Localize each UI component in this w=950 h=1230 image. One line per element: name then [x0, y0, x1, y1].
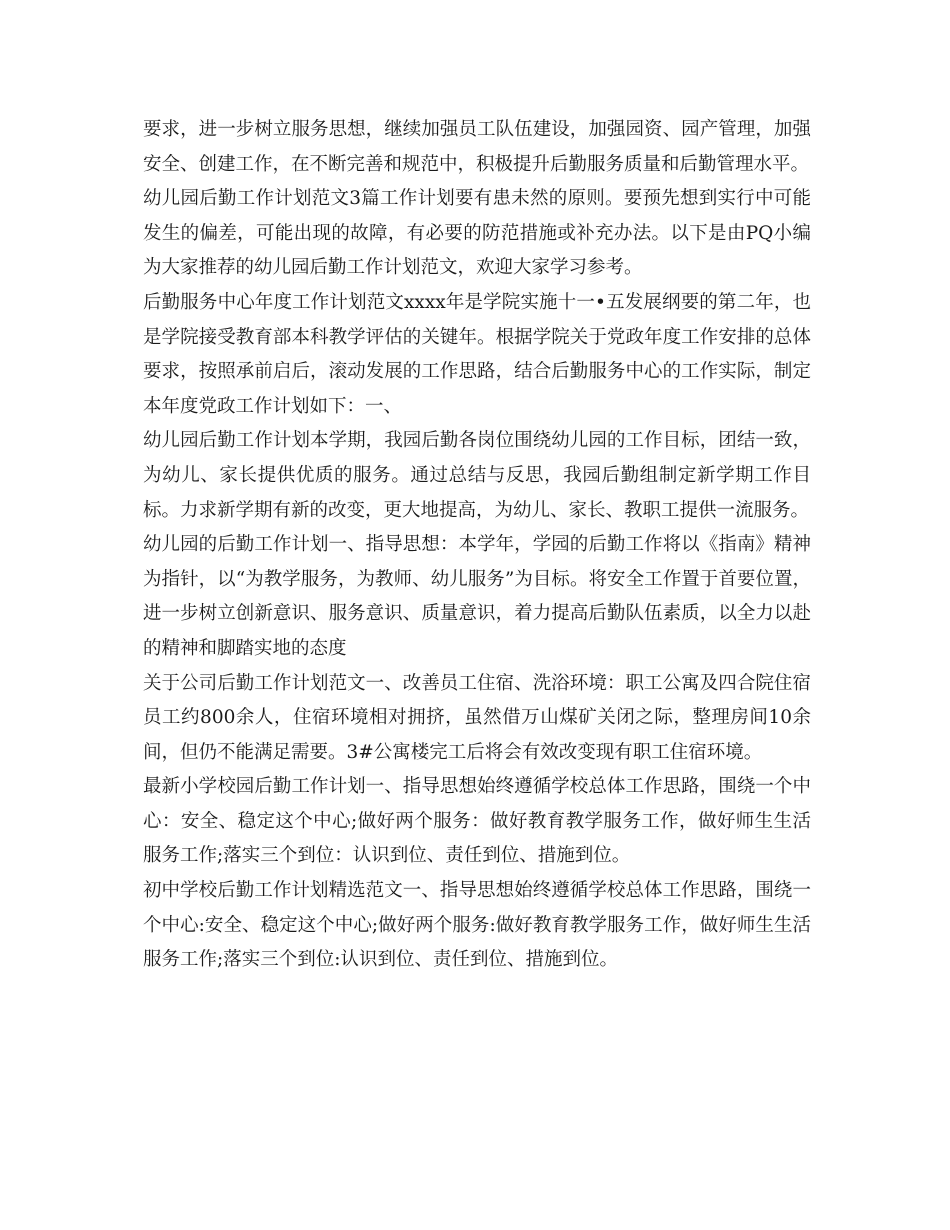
document-body [143, 113, 811, 978]
paragraph-1: 要求，进一步树立服务思想，继续加强员工队伍建设，加强园资、园产管理，加强安全、创建工作，在不断完善和规范中，积极提升后勤服务质量和后勤管理水平。 [143, 119, 811, 175]
paragraph-8: 初中学校后勤工作计划精选范文一、指导思想始终遵循学校总体工作思路，围绕一个中心:安全、稳定这个中心;做好两个服务:做好教育教学服务工作，做好师生生活服务工作;落实三个到位:认识到位、责任到位、措施到位。 [143, 880, 811, 971]
paragraph-7: 最新小学校园后勤工作计划一、指导思想始终遵循学校总体工作思路，围绕一个中心：安全、稳定这个中心;做好两个服务：做好教育教学服务工作，做好师生生活服务工作;落实三个到位：认识到位、责任到位、措施到位。 [143, 776, 811, 867]
paragraph-6: 关于公司后勤工作计划范文一、改善员工住宿、洗浴环境：职工公寓及四合院住宿员工约800余人，住宿环境相对拥挤，虽然借万山煤矿关闭之际，整理房间10余间，但仍不能满足需要。3#公寓楼完工后将会有效改变现有职工住宿环境。 [143, 672, 811, 763]
paragraph-4: 幼儿园后勤工作计划本学期，我园后勤各岗位围绕幼儿园的工作目标，团结一致，为幼儿、家长提供优质的服务。通过总结与反思，我园后勤组制定新学期工作目标。力求新学期有新的改变，更大地提高，为幼儿、家长、教职工提供一流服务。 [143, 430, 811, 521]
paragraph-3: 后勤服务中心年度工作计划范文xxxx年是学院实施十一•五发展纲要的第二年，也是学院接受教育部本科教学评估的关键年。根据学院关于党政年度工作安排的总体要求，按照承前启后，滚动发展的工作思路，结合后勤服务中心的工作实际，制定本年度党政工作计划如下：一、 [143, 291, 811, 417]
paragraph-2: 幼儿园后勤工作计划范文3篇工作计划要有患未然的原则。要预先想到实行中可能发生的偏差，可能出现的故障，有必要的防范措施或补充办法。以下是由PQ小编为大家推荐的幼儿园后勤工作计划范文，欢迎大家学习参考。 [143, 188, 811, 279]
paragraph-5: 幼儿园的后勤工作计划一、指导思想：本学年，学园的后勤工作将以《指南》精神为指针，以“为教学服务，为教师、幼儿服务”为目标。将安全工作置于首要位置，进一步树立创新意识、服务意识、质量意识，着力提高后勤队伍素质，以全力以赴的精神和脚踏实地的态度 [143, 534, 811, 659]
